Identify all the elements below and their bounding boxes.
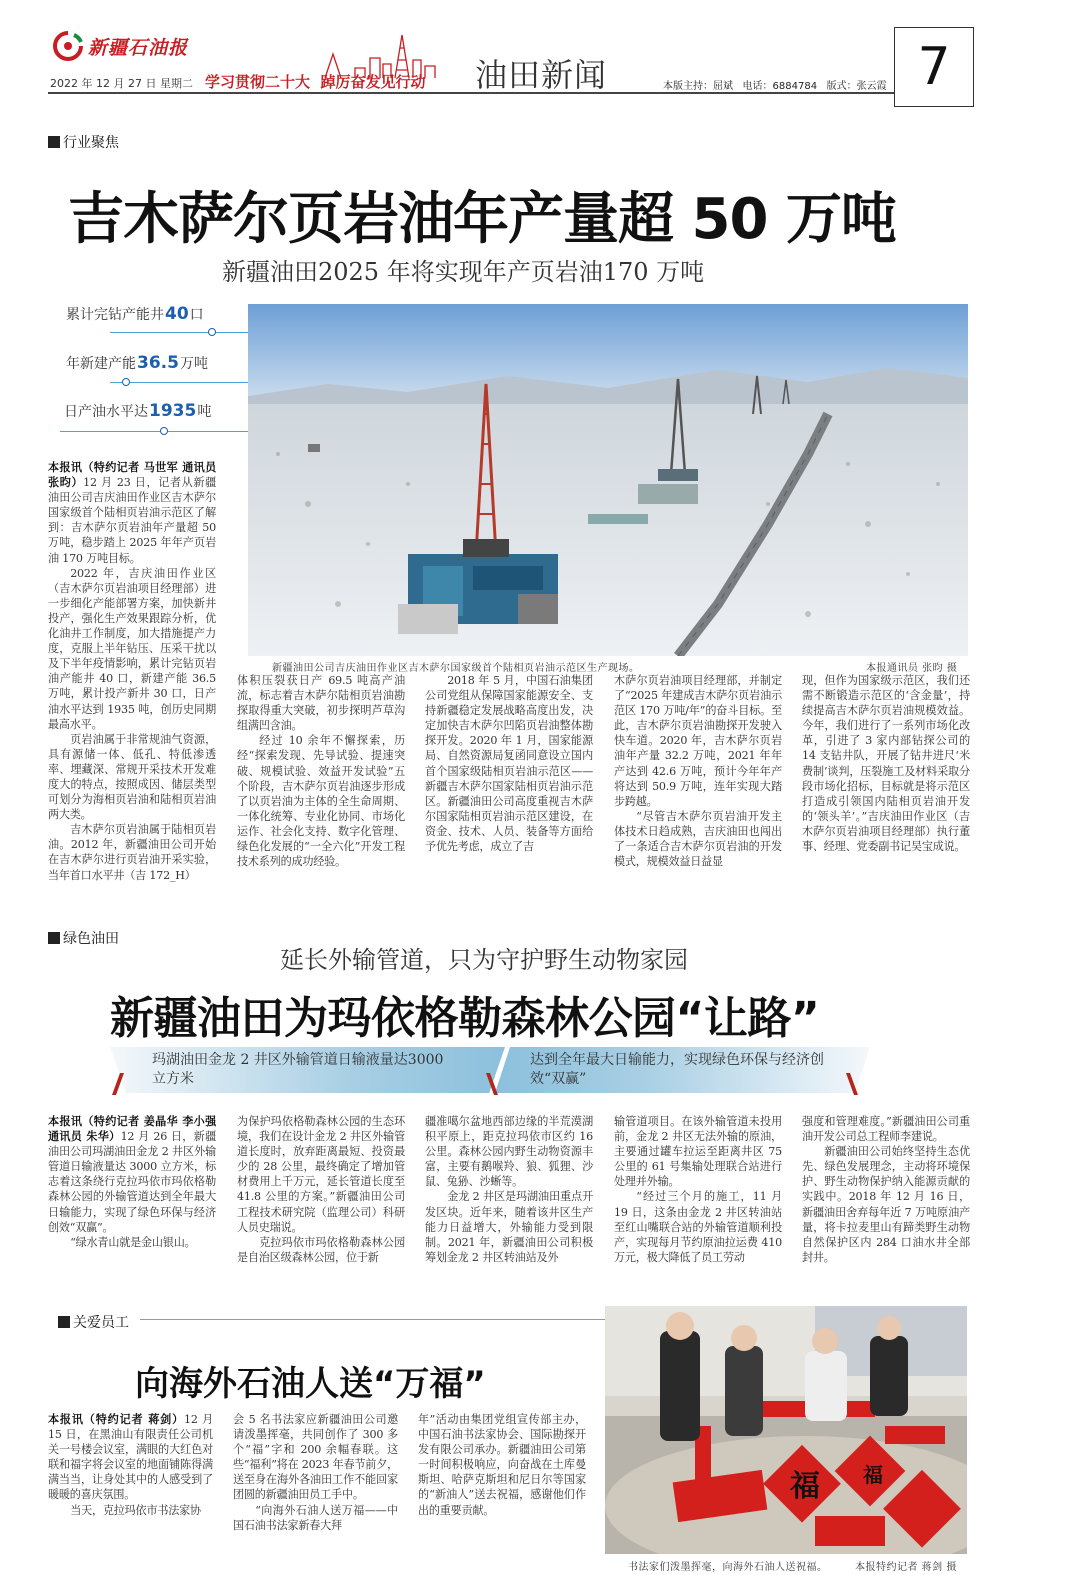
fu-character-small: 福 [863,1463,883,1487]
story1-column-5: 现，但作为国家级示范区，我们还需不断锻造示范区的‘含金量’，持续提高吉木萨尔页岩油规模效益。今年，我们进行了一系列市场化改革，引进了 3 家内部钻探公司的 14 支钻井队，开展了钻井进尺‘米费制’谈判，压裂施工及材料采取分段市场化招标，目标就是将示范区打造成引领国内陆相页岩油开发的‘领头羊’。”吉庆油田作业区（吉木萨尔页岩油项目经理部）执行董事、经理、党委副书记吴宝成说。 [802,674,970,854]
story1-column-4: 木萨尔页岩油项目经理部，并制定了“2025 年建成吉木萨尔页岩油示范区 170 万吨/年”的奋斗目标。至此，吉木萨尔页岩油勘探开发驶入快车道。2020 年，吉木萨尔页岩油年产量 32.2 万吨，2021 年年产达到 42.6 万吨，预计今年年产将达到 50.9 万吨，连年实现大踏步跨越。 “尽管吉木萨尔页岩油开发主体技术日趋成熟，吉庆油田也闯出了一条适合吉木萨尔页岩油的开发模式，规模效益日益显 [614,674,782,869]
calligraphy-scene [605,1306,967,1554]
story3-column-1: 本报讯（特约记者 蒋剑）12 月 15 日，在黑油山有限责任公司机关一号楼会议室，满眼的大红色对联和福字将会议室的地面铺陈得满满当当，让身处其中的人感受到了暖暖的喜庆氛围。 当天，克拉玛依市书法家协 [48,1413,213,1517]
story3-headline: 向海外石油人送“万福” [135,1364,486,1404]
slogan: 学习贯彻二十大 踔厉奋发见行动 [205,73,426,91]
story1-column-1: 本报讯（特约记者 马世军 通讯员 张昀）12 月 23 日，记者从新疆油田公司吉庆油田作业区吉木萨尔国家级首个陆相页岩油示范区了解到：吉木萨尔页岩油年产量超 50 万吨，稳步踏上 2025 年年产页岩油 170 万吨目标。 2022 年，吉庆油田作业区（吉木萨尔页岩油项目经理部）进一步细化产能部署方案，加快新井投产，强化生产效果跟踪分析，优化油井工作制度，加大措施提产力度，克服上半年钻压、压采干扰以及下半年疫情影响，累计完钻页岩油产能井 40 口，新建产能 36.5 万吨，累计投产新井 30 口，日产油水平达到 1935 吨，创历史同期最高水平。 页岩油属于非常规油气资源，具有源储一体、低孔、特低渗透率、埋藏深、常规开采技术开发难度大的特点，按照成因、储层类型可划分为海相页岩油和陆相页岩油两大类。 吉木萨尔页岩油属于陆相页岩油。2012 年，新疆油田公司开始在吉木萨尔进行页岩油开采实验，当年首口水平井（吉 172_H） [48,461,216,882]
story3-column-3: 年”活动由集团党组宣传部主办，中国石油书法家协会、国际勘探开发有限公司承办。新疆油田公司第一时间积极响应，向奋战在土库曼斯坦、哈萨克斯坦和尼日尔等国家的“新油人”送去祝福，感谢他们作出的重要贡献。 [418,1413,586,1517]
story1-column-2: 体积压裂获日产 69.5 吨高产油流，标志着吉木萨尔陆相页岩油勘探取得重大突破，初步探明芦草沟组满凹含油。 经过 10 余年不懈探索，历经“探索发现、先导试验、提速突破、规模试验、效益开发试验”五个阶段，吉木萨尔页岩油逐步形成了以页岩油为主体的全生命周期、一体化统筹、专业化协同、市场化运作、社会化支持、数字化管理、绿色化发展的“一全六化”开发工程技术系列的成功经验。 [237,674,405,869]
logo-emblem-icon [52,30,84,62]
section-title: 油田新闻 [475,56,608,94]
issue-date: 2022 年 12 月 27 日 星期二 [50,77,193,90]
story1-photo-caption: 新疆油田公司吉庆油田作业区吉木萨尔国家级首个陆相页岩油示范区生产现场。 [272,663,640,674]
stat-daily: 日产油水平达 1935 吨 [64,401,212,421]
section-label-industry: 行业聚焦 [48,132,119,152]
story2-column-2: 为保护玛依格勒森林公园的生态环境，我们在设计金龙 2 井区外输管道长度时，放弃距离最短、投资最少的 28 公里，最终确定了增加管材费用上千万元，延长管道长度至 41.8 公里的方案。”新疆油田公司工程技术研究院（监理公司）科研人员史瑞说。 克拉玛依市玛依格勒森林公园是自治区级森林公园，位于新 [237,1115,405,1264]
stat-daily-rule [60,431,250,432]
section-label-green: 绿色油田 [48,928,119,948]
banner-mark-left [112,1073,124,1095]
banner-left-text: 玛湖油田金龙 2 井区外输管道日输液量达3000 立方米 [152,1052,444,1087]
logo-text: 新疆石油报 [88,36,189,59]
story3-photo [605,1306,967,1554]
stat-capacity: 年新建产能 36.5 万吨 [66,353,208,373]
stat-wells: 累计完钻产能井 40 口 [66,304,204,324]
editors-line: 本版主持：屈斌 电话：6884784 版式：张云霞 [663,81,887,92]
story1-photo [248,304,968,656]
story3-column-2: 会 5 名书法家应新疆油田公司邀请泼墨挥毫，共同创作了 300 多个“福”字和 200 余幅春联。这些“福利”将在 2023 年春节前夕，送至身在海外各油田工作不能回家团圆的新疆油田员工手中。 “向海外石油人送万福——中国石油书法家新春大拜 [233,1413,398,1532]
page-number-box [894,27,974,107]
masthead [0,0,1075,110]
story3-photo-caption: 书法家们泼墨挥毫，向海外石油人送祝福。 [628,1562,828,1573]
stat-capacity-rule [110,382,250,383]
story3-photo-credit: 本报特约记者 蒋剑 摄 [855,1562,957,1573]
fu-character-large: 福 [790,1469,820,1504]
story2-banner [110,1047,870,1097]
story2-kicker: 延长外输管道，只为守护野生动物家园 [280,946,688,974]
page-number: 7 [917,37,951,97]
stat-wells-rule [110,332,250,333]
story2-headline: 新疆油田为玛依格勒森林公园“让路” [110,993,820,1044]
story2-column-4: 输管道项目。在该外输管道未投用前，金龙 2 井区无法外输的原油，主要通过罐车拉运至距离井区 75 公里的 61 号集输处理联合站进行处理并外输。 “经过三个月的施工，11 月 19 日，这条由金龙 2 井区转油站至红山嘴联合站的外输管道顺利投产，实现每月节约原油拉运费 410 万元，极大降低了员工劳动 [614,1115,782,1264]
story3-section-rule [140,1319,605,1320]
story2-column-5: 强度和管理难度。”新疆油田公司重油开发公司总工程师李建说。 新疆油田公司始终坚持生态优先、绿色发展理念，主动将环境保护、野生动物保护纳入能源贡献的实践中。2018 年 12 月 16 日，新疆油田舍弃每年近 7 万吨原油产量，将卡拉麦里山有蹄类野生动物自然保护区内 284 口油水井全部封井。 [802,1115,970,1264]
stat-wells-dot [208,328,216,336]
newspaper-logo [52,29,192,63]
story1-headline: 吉木萨尔页岩油年产量超 50 万吨 [68,187,896,252]
story1-subtitle: 新疆油田2025 年将实现年产页岩油170 万吨 [222,258,705,286]
oilfield-snow-scene [248,304,968,656]
story1-column-3: 2018 年 5 月，中国石油集团公司党组从保障国家能源安全、支持新疆稳定发展战略高度出发，决定加快吉木萨尔凹陷页岩油整体勘探开发。2020 年 1 月，国家能源局、自然资源局复函同意设立国内首个国家级陆相页岩油示范区——新疆吉木萨尔国家陆相页岩油示范区。新疆油田公司高度重视吉木萨尔国家陆相页岩油示范区建设，在资金、技术、人员、装备等方面给予优先考虑，成立了吉 [425,674,593,854]
story2-column-3: 疆准噶尔盆地西部边缘的半荒漠湖积平原上，距克拉玛依市区约 16 公里。森林公园内野生动物资源丰富，主要有鹅喉羚、狼、狐狸、沙鼠、兔狲、沙蜥等。 金龙 2 井区是玛湖油田重点开发区块。近年来，随着该井区生产能力日益增大，外输能力受到限制。2021 年，新疆油田公司积极筹划金龙 2 井区转油站及外 [425,1115,593,1264]
story2-column-1: 本报讯（特约记者 姜晶华 李小强 通讯员 朱华）12 月 26 日，新疆油田公司玛湖油田金龙 2 井区外输管道日输液量达 3000 立方米，标志着这条绕行克拉玛依市玛依格勒森林公园的外输管道达到全年最大日输能力，实现了绿色环保与经济创效“双赢”。 “绿水青山就是金山银山。 [48,1115,216,1249]
story1-byline: 本报讯（特约记者 马世军 通讯员 张昀） [48,461,216,490]
stat-capacity-dot [122,378,130,386]
section-label-care: 关爱员工 [58,1312,129,1332]
banner-right-text: 达到全年最大日输能力，实现绿色环保与经济创效“双赢” [530,1052,824,1087]
story3-byline: 本报讯（特约记者 蒋剑） [48,1413,185,1426]
story2-byline: 本报讯（特约记者 姜晶华 李小强 通讯员 朱华） [48,1115,216,1144]
stats-callouts [60,300,250,440]
stat-daily-dot [160,427,168,435]
masthead-rule [48,92,894,94]
story1-photo-credit: 本报通讯员 张昀 摄 [866,663,958,674]
